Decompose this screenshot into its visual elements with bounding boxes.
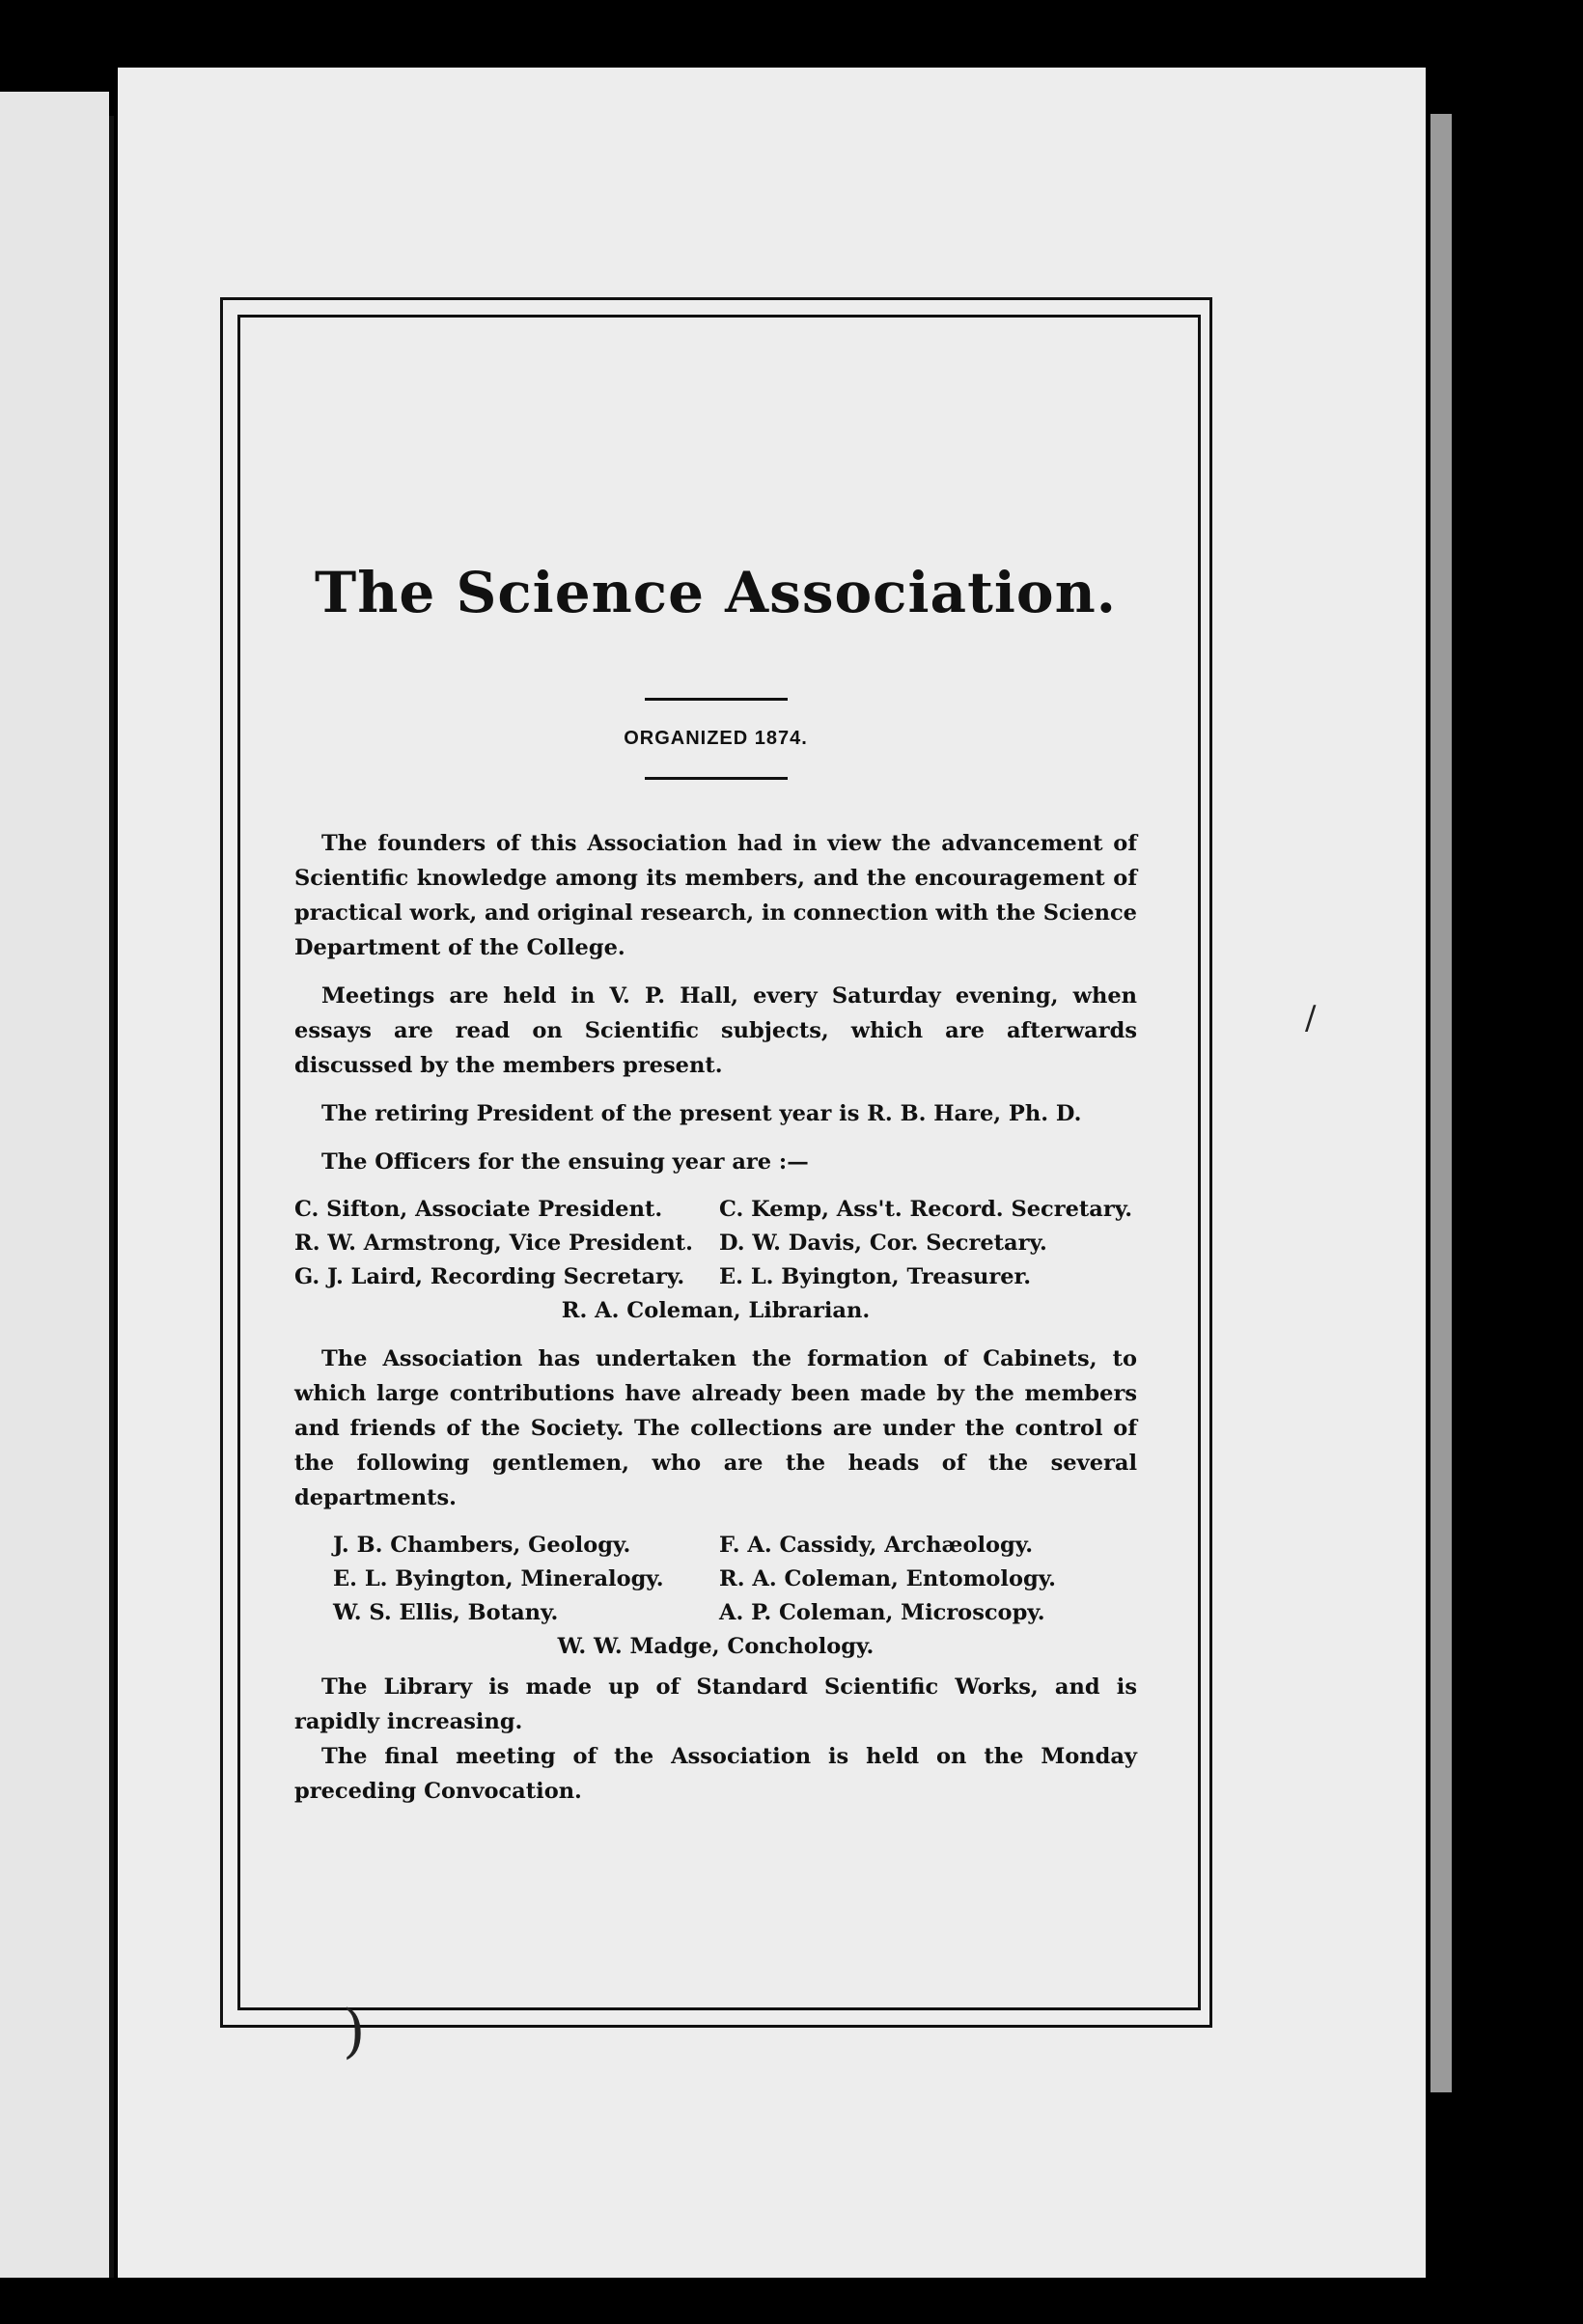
paragraph-final: The final meeting of the Association is held on the Monday preceding Convocation. [294, 1744, 1137, 1804]
officers-list [294, 1193, 1137, 1294]
department-head: E. L. Byington, Mineralogy. [333, 1566, 664, 1591]
organized-line: ORGANIZED 1874. [624, 728, 808, 749]
department-head: R. A. Coleman, Entomology. [719, 1566, 1057, 1591]
officer-librarian: R. A. Coleman, Librarian. [561, 1298, 871, 1323]
pencil-mark-bracket: ) [343, 1998, 366, 2065]
content [294, 560, 1137, 1809]
officer: R. W. Armstrong, Vice President. [294, 1231, 693, 1256]
paragraph-retiring: The retiring President of the present year is R. B. Hare, Ph. D. [321, 1101, 1082, 1126]
page-title: The Science Association. [315, 560, 1117, 625]
officer: C. Kemp, Ass't. Record. Secretary. [719, 1197, 1133, 1222]
paragraph-founders: The founders of this Association had in view the advancement of Scientific knowledge among its members, and the encouragement of practical work, and original research, in connection with the Science Department of the College. [294, 831, 1137, 960]
officer: G. J. Laird, Recording Secretary. [294, 1264, 685, 1289]
officer: D. W. Davis, Cor. Secretary. [719, 1231, 1047, 1256]
page-edge [1430, 114, 1452, 2092]
department-conchology: W. W. Madge, Conchology. [557, 1634, 875, 1659]
department-head: W. S. Ellis, Botany. [333, 1600, 559, 1625]
departments-list [294, 1529, 1137, 1630]
paragraph-library: The Library is made up of Standard Scientific Works, and is rapidly increasing. [294, 1674, 1137, 1734]
pencil-mark: / [1305, 999, 1317, 1038]
paragraph-meetings: Meetings are held in V. P. Hall, every Saturday evening, when essays are read on Scientific subjects, which are afterwards discussed by the members present. [294, 983, 1137, 1078]
officer: E. L. Byington, Treasurer. [719, 1264, 1032, 1289]
left-page-edge [0, 92, 109, 2278]
paragraph-officers-intro: The Officers for the ensuing year are :— [321, 1149, 809, 1175]
rule-top [645, 698, 788, 701]
gutter-line [109, 116, 114, 2278]
department-head: J. B. Chambers, Geology. [333, 1533, 631, 1558]
department-head: F. A. Cassidy, Archæology. [719, 1533, 1034, 1558]
officer: C. Sifton, Associate President. [294, 1197, 663, 1222]
department-head: A. P. Coleman, Microscopy. [719, 1600, 1045, 1625]
paragraph-cabinets: The Association has undertaken the formation of Cabinets, to which large contributions have already been made by the members and friends of the Society. The collections are under the control of the following gentlemen, who are the heads of the several departments. [294, 1346, 1137, 1510]
